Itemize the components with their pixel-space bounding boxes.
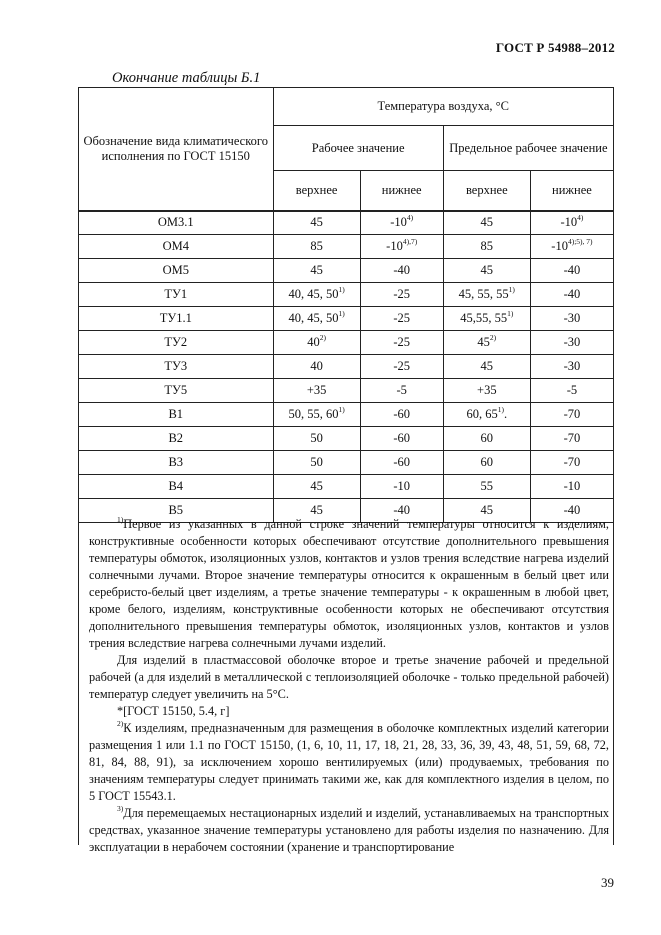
- footnote-mark: 4): [406, 213, 414, 223]
- note-1-paragraph-2: Для изделий в пластмассовой оболочке второе и третье значение рабочей и предельной рабочей (а для изделий в металлической с теплоизоляцией оболочке - только предельной рабочей) температур следует увеличить на 5°С.: [89, 653, 609, 701]
- table-row: [79, 403, 614, 427]
- cell-working-upper-value: 40: [310, 359, 323, 373]
- cell-designation-value: ТУ2: [164, 335, 188, 349]
- cell-working-lower-value: -5: [396, 383, 407, 397]
- cell-limit-lower-value: -40: [563, 503, 581, 517]
- page-number: 39: [601, 875, 614, 890]
- cell-working-lower-value: -40: [393, 263, 411, 277]
- cell-working-lower: [360, 379, 443, 403]
- cell-working-upper-value: 85: [310, 239, 323, 253]
- cell-limit-upper: [443, 283, 530, 307]
- cell-working-lower: [360, 307, 443, 331]
- cell-designation-value: ОМ5: [162, 263, 189, 277]
- cell-limit-lower: [530, 235, 613, 259]
- cell-designation: [79, 379, 274, 403]
- cell-working-upper-value: 50: [310, 455, 323, 469]
- table-row: [79, 331, 614, 355]
- footnote-mark: 1): [338, 284, 345, 294]
- cell-limit-lower-value: -70: [563, 431, 581, 445]
- footnote-mark: 1): [338, 308, 345, 318]
- cell-limit-upper: [443, 403, 530, 427]
- cell-limit-upper-value: 45: [480, 215, 494, 230]
- cell-limit-lower-value: -5: [566, 383, 578, 397]
- cell-limit-upper-value: 45: [480, 359, 494, 373]
- cell-designation: [79, 475, 274, 499]
- cell-limit-lower: [530, 475, 613, 499]
- cell-working-lower: [360, 283, 443, 307]
- cell-working-lower: [360, 451, 443, 475]
- temperature-table: [78, 87, 614, 523]
- footnote-mark: 1): [507, 308, 514, 318]
- table-caption: Окончание таблицы Б.1: [112, 70, 261, 86]
- table-row: [79, 307, 614, 331]
- footnote-mark: 2): [489, 332, 497, 342]
- column-header-limit: Предельное рабочее значение: [443, 126, 613, 171]
- note-3-text: Для перемещаемых нестационарных изделий и изделий, устанавливаемых на транспортных средствах, указанное значение температуры установлено для работы изделия по назначению. Для эксплуатации в нерабочем состоянии (хранение и транспортирование: [89, 806, 609, 854]
- footnote-mark: 2): [319, 332, 326, 342]
- cell-limit-upper: [443, 427, 530, 451]
- cell-working-upper-value: 50, 55, 60: [288, 407, 339, 421]
- cell-designation: [79, 283, 274, 307]
- cell-designation-value: ТУ5: [164, 383, 188, 397]
- cell-working-upper-value: 50: [310, 431, 323, 445]
- cell-working-upper-value: 40, 45, 50: [288, 287, 339, 301]
- cell-working-upper: [273, 451, 360, 475]
- cell-working-lower: [360, 211, 443, 235]
- footnote-mark: 1): [508, 284, 515, 294]
- cell-limit-lower: [530, 451, 613, 475]
- column-header-temperature: Температура воздуха, °С: [273, 88, 613, 126]
- cell-working-upper: [273, 427, 360, 451]
- cell-limit-lower: [530, 379, 613, 403]
- cell-limit-lower-value: -10: [560, 215, 578, 230]
- note-1-mark: 1): [117, 514, 124, 524]
- cell-designation: [79, 427, 274, 451]
- cell-designation-value: В3: [168, 455, 184, 469]
- cell-working-upper: [273, 235, 360, 259]
- cell-working-upper-value: 40: [307, 335, 320, 349]
- column-header-designation: Обозначение вида климатического исполнения по ГОСТ 15150: [79, 88, 274, 211]
- cell-limit-upper: [443, 307, 530, 331]
- cell-limit-upper: [443, 259, 530, 283]
- column-header-working: Рабочее значение: [273, 126, 443, 171]
- cell-designation: [79, 355, 274, 379]
- cell-working-upper-value: 45: [310, 479, 323, 493]
- table-row: [79, 427, 614, 451]
- cell-designation-value: В2: [168, 431, 184, 445]
- cell-working-lower-value: -25: [393, 287, 411, 301]
- column-header-limit-upper: верхнее: [443, 171, 530, 211]
- cell-designation-value: ОМ3.1: [157, 215, 194, 230]
- cell-working-lower-value: -25: [393, 311, 411, 325]
- cell-limit-upper-value: 45,55, 55: [460, 311, 508, 325]
- cell-limit-upper-value: 45: [480, 263, 494, 277]
- cell-working-upper-value: 45: [310, 503, 323, 517]
- cell-limit-upper-value: 45, 55, 55: [458, 287, 509, 301]
- table-row: [79, 451, 614, 475]
- cell-limit-upper-value: 60, 65: [466, 407, 498, 421]
- cell-working-lower: [360, 259, 443, 283]
- table-body: [79, 211, 614, 523]
- cell-designation: [79, 235, 274, 259]
- note-2: [89, 720, 609, 805]
- cell-limit-lower: [530, 355, 613, 379]
- cell-limit-upper-value: +35: [477, 383, 497, 397]
- column-header-working-upper: верхнее: [273, 171, 360, 211]
- cell-limit-upper-value: 85: [480, 239, 494, 253]
- cell-working-lower: [360, 427, 443, 451]
- cell-limit-upper-value: 60: [480, 455, 494, 469]
- cell-working-upper: [273, 307, 360, 331]
- cell-working-lower-value: -25: [393, 359, 411, 373]
- cell-designation-value: ТУ3: [164, 359, 188, 373]
- cell-working-lower-value: -60: [393, 431, 411, 445]
- cell-working-upper-value: 45: [310, 263, 323, 277]
- cell-working-upper: [273, 355, 360, 379]
- cell-working-lower: [360, 235, 443, 259]
- note-2-mark: 2): [117, 718, 124, 728]
- note-3: [89, 805, 609, 856]
- cell-limit-lower-value: -70: [563, 407, 581, 421]
- cell-limit-upper-value: 60: [480, 431, 494, 445]
- cell-working-upper: [273, 331, 360, 355]
- cell-working-upper: [273, 379, 360, 403]
- cell-working-lower-value: -25: [393, 335, 411, 349]
- cell-limit-lower-value: -30: [563, 359, 581, 373]
- cell-working-upper: [273, 259, 360, 283]
- cell-limit-upper: [443, 451, 530, 475]
- cell-working-lower-value: -10: [386, 239, 403, 253]
- cell-limit-upper: [443, 211, 530, 235]
- cell-working-lower-value: -10: [390, 215, 407, 230]
- cell-limit-lower-value: -30: [563, 311, 581, 325]
- cell-working-lower-value: -60: [393, 455, 411, 469]
- note-2-text: К изделиям, предназначенным для размещения в оболочке комплектных изделий категории размещения 1 или 1.1 по ГОСТ 15150, (1, 6, 10, 11, 17, 18, 21, 28, 33, 36, 39, 43, 48, 51, 59, 68, 72, 81, 84, 88, 91), за исключением хорошо вентилируемых (или) продуваемых, требования по значениям температуры следует принимать такими же, как для комплектного изделия в целом, по 5 ГОСТ 15543.1.: [89, 721, 609, 803]
- cell-designation: [79, 211, 274, 235]
- cell-working-upper: [273, 211, 360, 235]
- cell-limit-lower-value: -30: [563, 335, 581, 349]
- cell-designation: [79, 451, 274, 475]
- cell-limit-lower-value: -40: [563, 287, 581, 301]
- table-row: [79, 283, 614, 307]
- note-1-text: Первое из указанных в данной строке значений температуры относится к изделиям, конструктивные особенности которых обеспечивают отсутствие дополнительного превышения температуры обмоток, изоляционных узлов, контактов и узлов трения вследствие нагрева изделий солнечными лучами. Второе значение температуры относится к окрашенным в белый цвет или серебристо-белый цвет изделиям, а третье значение температуры - к окрашенным в любой цвет, кроме белого, изделиям, конструктивные особенности которых не обеспечивают отсутствия дополнительного превышения температуры обмоток, изоляционных узлов, контактов и узлов трения вследствие нагрева солнечными лучами изделий.: [89, 517, 609, 650]
- table-row: [79, 259, 614, 283]
- cell-working-lower: [360, 355, 443, 379]
- cell-designation-value: В4: [168, 479, 184, 493]
- cell-limit-upper: [443, 235, 530, 259]
- note-1-reference: *[ГОСТ 15150, 5.4, г]: [117, 704, 230, 718]
- cell-limit-lower-value: -10: [563, 479, 581, 493]
- table-row: [79, 475, 614, 499]
- cell-working-upper-value: 45: [310, 215, 323, 230]
- cell-limit-upper-value: 55: [480, 479, 494, 493]
- cell-suffix: .: [503, 407, 508, 421]
- cell-designation: [79, 259, 274, 283]
- column-header-limit-lower: нижнее: [530, 171, 613, 211]
- cell-designation: [79, 307, 274, 331]
- cell-limit-upper: [443, 475, 530, 499]
- footnote-mark: 1): [338, 404, 345, 414]
- cell-designation: [79, 331, 274, 355]
- footnote-mark: 4): [577, 213, 584, 223]
- column-header-working-lower: нижнее: [360, 171, 443, 211]
- cell-limit-lower: [530, 283, 613, 307]
- cell-working-upper: [273, 403, 360, 427]
- cell-working-upper: [273, 475, 360, 499]
- cell-limit-upper: [443, 331, 530, 355]
- cell-limit-lower: [530, 403, 613, 427]
- cell-limit-upper: [443, 379, 530, 403]
- cell-limit-upper-value: 45: [477, 335, 490, 349]
- cell-designation: [79, 403, 274, 427]
- cell-limit-lower: [530, 427, 613, 451]
- table-row: [79, 235, 614, 259]
- table-row: [79, 379, 614, 403]
- footnote-mark: 4),7): [402, 236, 418, 246]
- cell-working-upper-value: 40, 45, 50: [288, 311, 339, 325]
- cell-working-lower: [360, 475, 443, 499]
- cell-designation-value: В1: [168, 407, 184, 421]
- cell-designation-value: ТУ1: [164, 287, 188, 301]
- cell-working-lower: [360, 331, 443, 355]
- cell-limit-lower: [530, 331, 613, 355]
- footnote-mark: 4);5), 7): [567, 236, 593, 246]
- footnote-mark: 1): [497, 404, 504, 414]
- cell-designation-value: ТУ1.1: [159, 311, 192, 325]
- cell-limit-lower-value: -70: [563, 455, 581, 469]
- cell-designation-value: ОМ4: [162, 239, 189, 253]
- cell-limit-lower-value: -10: [551, 239, 568, 253]
- cell-limit-lower: [530, 307, 613, 331]
- cell-limit-lower: [530, 259, 613, 283]
- document-id: ГОСТ Р 54988–2012: [495, 40, 615, 55]
- cell-limit-lower-value: -40: [563, 263, 581, 277]
- cell-working-lower-value: -40: [393, 503, 411, 517]
- cell-limit-upper: [443, 355, 530, 379]
- table-row: [79, 211, 614, 235]
- cell-limit-lower: [530, 211, 613, 235]
- note-1: [89, 516, 609, 652]
- note-3-mark: 3): [117, 803, 124, 813]
- cell-working-lower: [360, 403, 443, 427]
- cell-working-upper-value: +35: [306, 383, 327, 397]
- table-notes: [78, 510, 614, 854]
- cell-designation-value: В5: [168, 503, 184, 517]
- cell-working-lower-value: -60: [393, 407, 411, 421]
- cell-limit-upper-value: 45: [480, 503, 494, 517]
- cell-working-lower-value: -10: [393, 479, 411, 493]
- cell-working-upper: [273, 283, 360, 307]
- table-row: [79, 355, 614, 379]
